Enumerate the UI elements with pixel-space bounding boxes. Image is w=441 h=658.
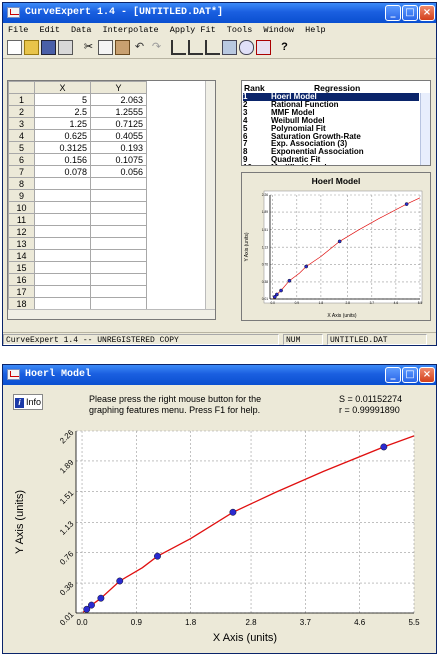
maximize-icon[interactable]: □	[402, 5, 418, 21]
regression-name: MMF Model	[271, 107, 315, 117]
help-message-line-2: graphing features menu. Press F1 for help.	[89, 405, 261, 415]
table-header-row	[9, 82, 147, 94]
main-chart-svg[interactable]	[3, 419, 436, 653]
regression-rank: 2	[243, 99, 248, 109]
cell-x[interactable]	[35, 226, 91, 238]
table-row	[9, 190, 147, 202]
row-number[interactable]: 7	[9, 166, 35, 178]
x-tick-label: 0.9	[130, 618, 142, 627]
mini-y-axis-label: Y Axis (units)	[244, 232, 250, 262]
table-row	[9, 178, 147, 190]
cell-y[interactable]	[91, 214, 147, 226]
regression-rank: 4	[243, 115, 248, 125]
regression-name: Polynomial Fit	[271, 123, 326, 133]
table-row	[9, 142, 147, 154]
cell-x[interactable]	[35, 178, 91, 190]
paste-icon[interactable]	[115, 40, 130, 55]
regression-rank: 1	[243, 92, 248, 101]
menu-tools[interactable]: Tools	[226, 25, 253, 35]
regression-item[interactable]	[243, 148, 419, 156]
row-number[interactable]: 17	[9, 286, 35, 298]
row-number[interactable]: 16	[9, 274, 35, 286]
row-number[interactable]: 9	[9, 190, 35, 202]
plot-maximize-icon[interactable]: □	[402, 367, 418, 383]
x-tick-label: 3.7	[299, 618, 311, 627]
regression-name: Exponential Association	[271, 147, 364, 157]
x-tick-label: 1.8	[185, 618, 197, 627]
plot-title-bar[interactable]	[3, 365, 436, 385]
main-window-title: CurveExpert 1.4 - [UNTITLED.DAT*]	[25, 7, 224, 18]
fit-r-statistic: r = 0.99991890	[339, 405, 400, 415]
row-number[interactable]: 10	[9, 202, 35, 214]
menu-help[interactable]: Help	[305, 25, 326, 35]
rank-header: Rank	[244, 83, 265, 93]
column-header-y[interactable]: Y	[91, 82, 147, 94]
toolbar	[3, 37, 436, 59]
cell-y[interactable]	[91, 226, 147, 238]
regression-item[interactable]	[243, 117, 419, 125]
y-tick-label: 1.51	[58, 488, 76, 507]
x-tick-label: 2.8	[345, 301, 350, 306]
cell-y[interactable]	[91, 274, 147, 286]
plot-window-title: Hoerl Model	[25, 369, 92, 380]
regression-list[interactable]	[241, 80, 431, 166]
cell-x[interactable]	[35, 250, 91, 262]
regression-name: Rational Function	[271, 99, 339, 109]
row-number[interactable]: 13	[9, 238, 35, 250]
chart-bar-icon[interactable]	[205, 40, 220, 55]
row-number[interactable]: 5	[9, 142, 35, 154]
table-row	[9, 226, 147, 238]
x-tick-label: 4.6	[354, 618, 366, 627]
cell-y[interactable]	[91, 262, 147, 274]
table-row	[9, 106, 147, 118]
regression-item[interactable]	[243, 109, 419, 117]
row-number[interactable]: 14	[9, 250, 35, 262]
table-row	[9, 238, 147, 250]
y-axis-label: Y Axis (units)	[14, 490, 26, 554]
info-button-label: Info	[25, 397, 41, 407]
regression-name: Quadratic Fit	[271, 155, 321, 165]
row-number[interactable]: 11	[9, 214, 35, 226]
y-tick-label: 2.26	[58, 428, 76, 446]
cell-x[interactable]	[35, 286, 91, 298]
redo-icon[interactable]: ↷	[151, 41, 162, 53]
data-point[interactable]	[288, 279, 291, 282]
cell-x[interactable]	[35, 238, 91, 250]
status-bar	[3, 332, 436, 345]
corner-cell	[9, 82, 35, 94]
cell-y[interactable]	[91, 286, 147, 298]
y-tick-label: 2.26	[261, 193, 268, 198]
y-tick-label: 0.01	[58, 610, 76, 628]
table-row	[9, 94, 147, 106]
copy-icon[interactable]	[98, 40, 113, 55]
x-tick-label: 0.0	[76, 618, 88, 627]
row-number[interactable]: 12	[9, 226, 35, 238]
row-number[interactable]: 15	[9, 262, 35, 274]
minimize-icon[interactable]: _	[385, 5, 401, 21]
cell-y[interactable]: 0.4055	[91, 130, 147, 142]
table-row	[9, 250, 147, 262]
table-row	[9, 202, 147, 214]
column-header-x[interactable]: X	[35, 82, 91, 94]
info-icon: i	[15, 398, 24, 408]
cell-x[interactable]	[35, 190, 91, 202]
cell-y[interactable]	[91, 202, 147, 214]
main-title-bar[interactable]	[3, 3, 436, 23]
table-row	[9, 154, 147, 166]
cell-y[interactable]	[91, 178, 147, 190]
cell-x[interactable]: 0.156	[35, 154, 91, 166]
table-row	[9, 274, 147, 286]
row-number[interactable]: 1	[9, 94, 35, 106]
cell-y[interactable]: 1.2555	[91, 106, 147, 118]
cell-x[interactable]	[35, 214, 91, 226]
x-tick-label: 0.9	[294, 301, 300, 306]
data-point[interactable]	[305, 265, 308, 268]
close-icon[interactable]: ×	[419, 5, 435, 21]
cell-x[interactable]: 0.078	[35, 166, 91, 178]
cell-y[interactable]: 0.7125	[91, 118, 147, 130]
plot-minimize-icon[interactable]: _	[385, 367, 401, 383]
cell-x[interactable]: 1.25	[35, 118, 91, 130]
cut-icon[interactable]: ✂	[83, 41, 94, 53]
status-file: UNTITLED.DAT	[327, 334, 427, 345]
row-number[interactable]: 3	[9, 118, 35, 130]
x-tick-label: 2.8	[245, 618, 257, 627]
data-point[interactable]	[381, 444, 387, 450]
regression-header: Regression	[314, 83, 361, 93]
x-axis-label: X Axis (units)	[212, 632, 278, 644]
regression-name: Weibull Model	[271, 115, 325, 125]
mini-chart-panel	[241, 172, 431, 321]
row-number[interactable]: 6	[9, 154, 35, 166]
cell-y[interactable]	[91, 298, 147, 310]
cell-x[interactable]	[35, 274, 91, 286]
y-tick-label: 0.38	[261, 280, 268, 285]
table-row	[9, 298, 147, 310]
table-row	[9, 166, 147, 178]
table-row	[9, 118, 147, 130]
row-number[interactable]: 8	[9, 178, 35, 190]
menu-interpolate[interactable]: Interpolate	[102, 25, 159, 35]
vertical-scrollbar[interactable]	[205, 81, 215, 309]
plot-close-icon[interactable]: ×	[419, 367, 435, 383]
new-file-icon[interactable]	[7, 40, 22, 55]
menu-window[interactable]: Window	[263, 25, 295, 35]
cell-y[interactable]: 0.056	[91, 166, 147, 178]
x-tick-label: 5.5	[408, 618, 420, 627]
regression-item[interactable]	[243, 101, 419, 109]
cell-y[interactable]: 0.193	[91, 142, 147, 154]
zoom-icon[interactable]	[239, 40, 254, 55]
row-number[interactable]: 18	[9, 298, 35, 310]
x-tick-label: 5.5	[417, 301, 423, 306]
cell-y[interactable]	[91, 250, 147, 262]
regression-name: Hoerl Model	[271, 92, 317, 101]
regression-scrollbar[interactable]	[420, 93, 430, 165]
cell-x[interactable]: 2.5	[35, 106, 91, 118]
chart-line-icon[interactable]	[188, 40, 203, 55]
mini-chart-title: Hoerl Model	[311, 176, 361, 186]
cell-x[interactable]	[35, 262, 91, 274]
regression-rank: 6	[243, 131, 248, 141]
help-message-line-1: Please press the right mouse button for the	[89, 394, 262, 404]
y-tick-label: 1.89	[261, 210, 268, 215]
menu-apply-fit[interactable]: Apply Fit	[169, 25, 216, 35]
cell-y[interactable]: 0.1075	[91, 154, 147, 166]
cell-x[interactable]: 5	[35, 94, 91, 106]
cell-y[interactable]	[91, 238, 147, 250]
main-window	[2, 2, 437, 346]
print-icon[interactable]	[58, 40, 73, 55]
cell-y[interactable]	[91, 190, 147, 202]
help-icon[interactable]: ?	[281, 41, 288, 53]
y-tick-label: 1.13	[261, 245, 268, 250]
regression-rank: 3	[243, 107, 248, 117]
plot-window	[2, 364, 437, 654]
plot-window-icon	[7, 369, 20, 380]
save-icon[interactable]	[41, 40, 56, 55]
calculator-icon[interactable]	[222, 40, 237, 55]
regression-rank: 9	[243, 155, 248, 165]
data-point[interactable]	[230, 509, 236, 515]
status-num: NUM	[283, 334, 323, 345]
menu-data[interactable]: Data	[71, 25, 92, 35]
row-number[interactable]: 4	[9, 130, 35, 142]
regression-item[interactable]	[243, 156, 419, 164]
regression-rank: 5	[243, 123, 248, 133]
chart-icon[interactable]	[171, 40, 186, 55]
data-point[interactable]	[338, 240, 341, 243]
mini-chart-svg[interactable]	[242, 185, 432, 320]
menu-edit[interactable]: Edit	[39, 25, 60, 35]
cell-y[interactable]: 2.063	[91, 94, 147, 106]
table-row	[9, 286, 147, 298]
regression-name: Saturation Growth-Rate	[271, 131, 361, 141]
regression-name	[271, 163, 327, 166]
app-icon	[7, 7, 20, 18]
y-tick-label: 0.76	[58, 549, 76, 567]
y-tick-label: 1.13	[58, 519, 76, 537]
regression-rank: 7	[243, 139, 248, 149]
undo-icon[interactable]: ↶	[134, 41, 145, 53]
table-body	[9, 94, 147, 310]
cell-x[interactable]	[35, 298, 91, 310]
data-table	[8, 81, 147, 310]
data-point[interactable]	[405, 203, 408, 206]
horizontal-scrollbar[interactable]	[8, 309, 215, 319]
fit-icon[interactable]	[256, 40, 271, 55]
data-point[interactable]	[279, 289, 282, 292]
regression-item[interactable]	[243, 164, 419, 166]
y-tick-label: 1.51	[261, 227, 268, 232]
menu-file[interactable]: File	[8, 25, 29, 35]
regression-name: Exp. Association (3)	[271, 139, 348, 149]
cell-x[interactable]: 0.625	[35, 130, 91, 142]
mini-x-axis-label: X Axis (units)	[327, 313, 357, 319]
row-number[interactable]: 2	[9, 106, 35, 118]
x-tick-label: 4.6	[393, 301, 399, 306]
info-button[interactable]	[13, 394, 43, 410]
table-row	[9, 262, 147, 274]
data-point[interactable]	[84, 606, 90, 612]
open-folder-icon[interactable]	[24, 40, 39, 55]
data-point[interactable]	[154, 553, 160, 559]
y-tick-label: 0.38	[58, 580, 76, 598]
y-tick-label: 1.89	[58, 457, 76, 476]
x-tick-label: 0.0	[270, 301, 275, 306]
table-row	[9, 130, 147, 142]
table-row	[9, 214, 147, 226]
status-text: CurveExpert 1.4 -- UNREGISTERED COPY	[3, 334, 279, 345]
data-point[interactable]	[117, 578, 123, 584]
fit-s-statistic: S = 0.01152274	[339, 394, 403, 404]
y-tick-label: 0.01	[261, 297, 268, 302]
regression-rank: 8	[243, 147, 248, 157]
regression-rank	[243, 164, 271, 166]
y-tick-label: 0.76	[261, 262, 268, 267]
data-point[interactable]	[98, 595, 104, 601]
cell-x[interactable]: 0.3125	[35, 142, 91, 154]
x-tick-label: 3.7	[369, 301, 375, 306]
cell-x[interactable]	[35, 202, 91, 214]
menu-bar	[3, 23, 436, 37]
data-point[interactable]	[273, 295, 276, 298]
data-spreadsheet[interactable]	[7, 80, 216, 320]
x-tick-label: 1.8	[318, 301, 324, 306]
